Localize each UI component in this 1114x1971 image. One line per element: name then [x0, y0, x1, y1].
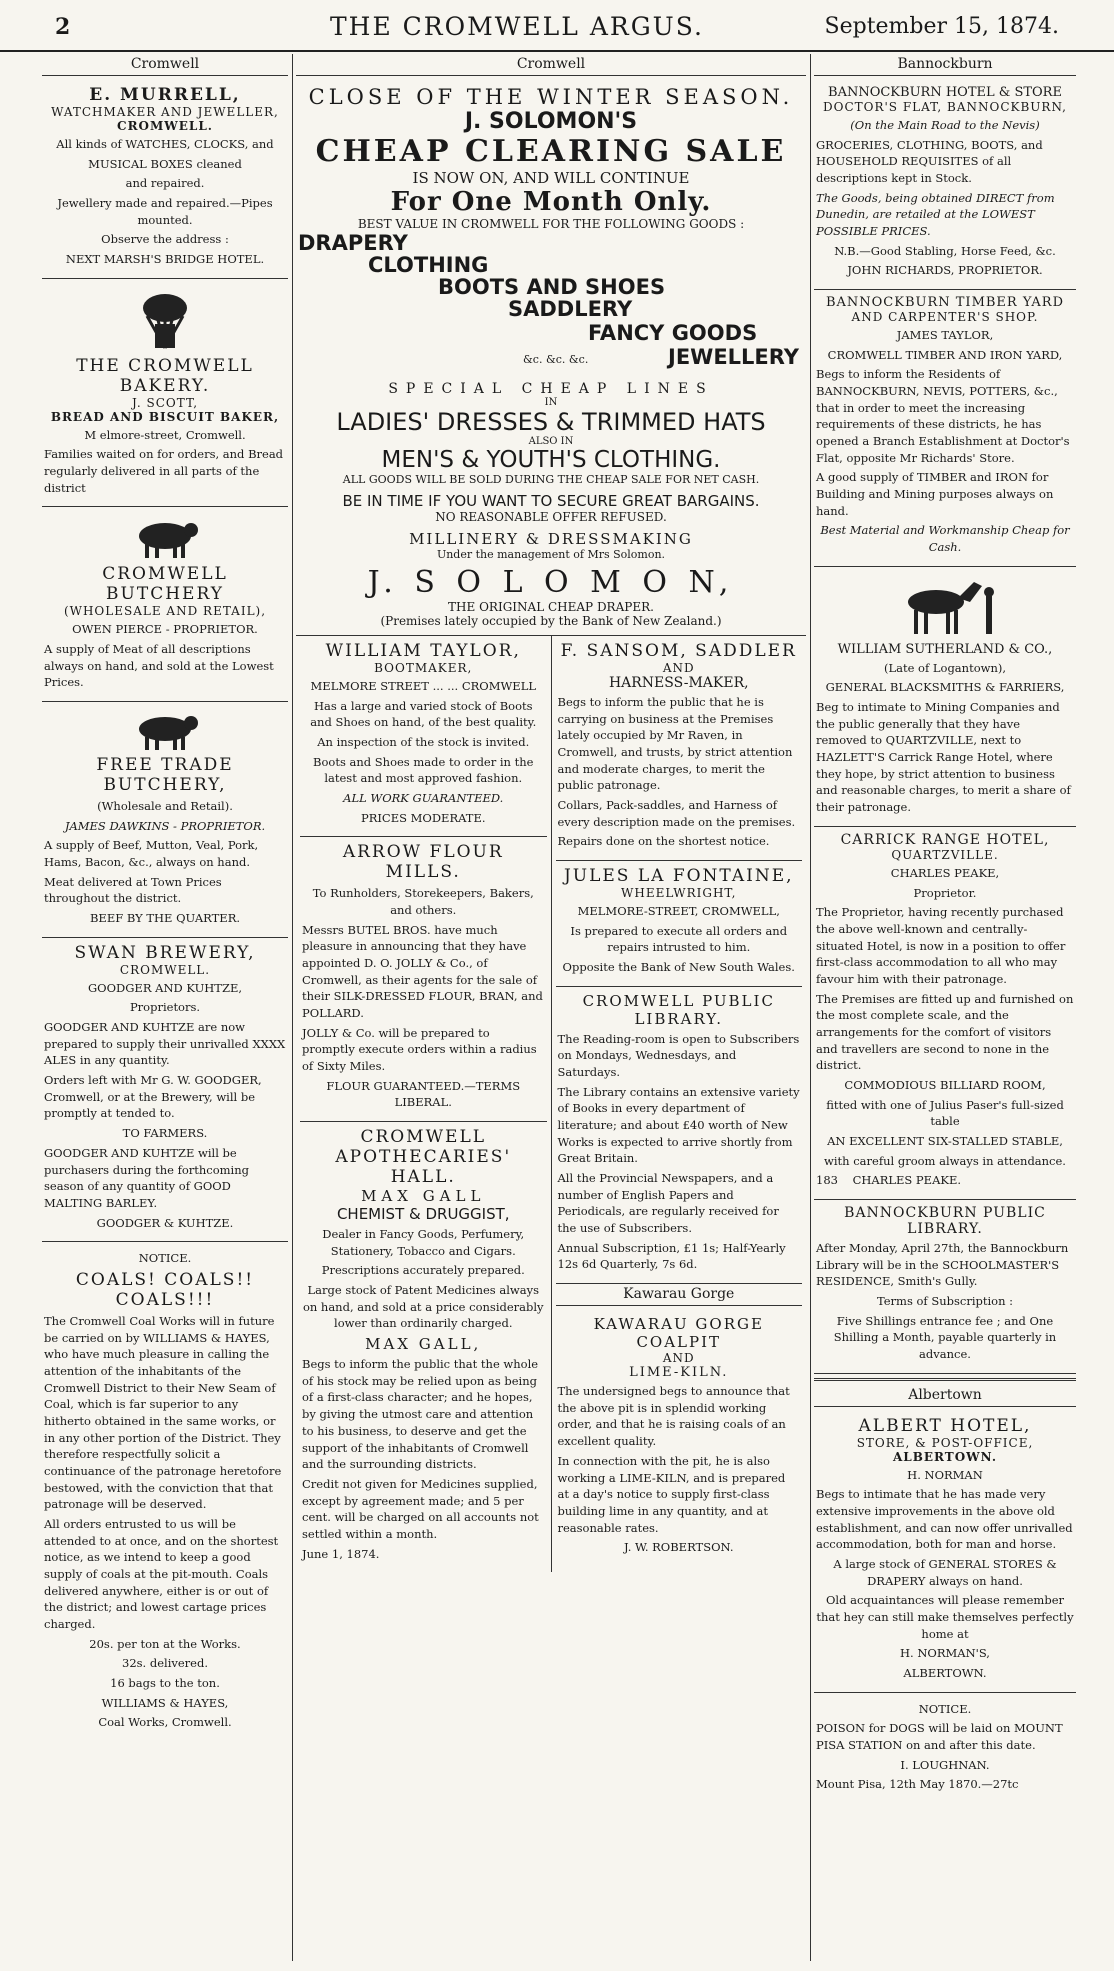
ad-title: BANNOCKBURN HOTEL & STORE: [828, 85, 1062, 100]
ad-title: E. MURRELL,: [89, 85, 241, 105]
ad-kawarau-coalpit: KAWARAU GORGE COALPIT AND LIME-KILN. The undersigned begs to announce that the above pit is in splendid working order, and that he is raising coals of an excellent quality. In connection with the pit, he is also working a LIME-KILN, and is prepared at a day's notice to supply first-class building lime in any quantity, and at reasonable rates. J. W. ROBERTSON.: [556, 1310, 803, 1566]
column-left: [42, 54, 288, 1961]
ad-timber-yard: BANNOCKBURN TIMBER YARD AND CARPENTER'S SHOP. JAMES TAYLOR, CROMWELL TIMBER AND IRON YARD, Begs to inform the Residents of BANNOCKBURN, NEVIS, POTTERS, &c., that in order to meet the increasing requirements of these districts, he has opened a Branch Establishment at Doctor's Flat, opposite Mr Richards' Store. A good supply of TIMBER and IRON for Building and Mining purposes always on hand. Best Material and Workmanship Cheap for Cash.: [814, 290, 1076, 567]
horse-icon: [890, 576, 1000, 638]
section-header: Albertown: [814, 1385, 1076, 1407]
ad-swan-brewery: SWAN BREWERY, CROMWELL. GOODGER AND KUHTZE, Proprietors. GOODGER AND KUHTZE are now prepared to supply their unrivalled XXXX ALES in any quantity. Orders left with Mr G. W. GOODGER, Cromwell, or at the Brewery, will be promptly at tended to. TO FARMERS. GOODGER AND KUHTZE will be purchasers during the forthcoming season of any quantity of GOOD MALTING BARLEY. GOODGER & KUHTZE.: [42, 938, 288, 1242]
ad-carrick-range-hotel: CARRICK RANGE HOTEL, QUARTZVILLE. CHARLES PEAKE, Proprietor. The Proprietor, having recently purchased the above well-known and centrally-situated Hotel, is now in a position to offer first-class accommodation to all who may favour him with their patronage. The Premises are fitted up and furnished on the most complete scale, and the arrangements for the comfort of visitors and travellers are second to none in the district. COMMODIOUS BILLIARD ROOM, fitted with one of Julius Paser's full-sized table AN EXCELLENT SIX-STALLED STABLE, with careful groom always in attendance. 183 CHARLES PEAKE.: [814, 827, 1076, 1200]
ad-title: CARRICK RANGE HOTEL,: [840, 831, 1050, 848]
ad-cromwell-library: CROMWELL PUBLIC LIBRARY. The Reading-room is open to Subscribers on Mondays, Wednesdays, and Saturdays. The Library contains an extensive variety of Books in every department of literature; and about £40 worth of New Works is expected to arrive shortly from Great Britain. All the Provincial Newspapers, and a number of English Papers and Periodicals, are regularly received for the use of Subscribers. Annual Subscription, £1 1s; Half-Yearly 12s 6d Quarterly, 7s 6d.: [556, 987, 803, 1284]
ad-coals: NOTICE. COALS! COALS!! COALS!!! The Cromwell Coal Works will in future be carried on by WILLIAMS & HAYES, who have much pleasure in calling the attention of the inhabitants of the Cromwell District to their New Seam of Coal, which is far superior to any hitherto obtained in the same works, or in any other portion of the District. They therefore respectfully solicit a continuance of the patronage heretofore bestowed, with the conviction that that patronage will be deserved. All orders entrusted to us will be attended to at once, and on the shortest notice, as we intend to keep a good supply of coals at the pit-mouth. Coals delivered anywhere, either is or out of the district; and lowest cartage prices charged. 20s. per ton at the Works. 32s. delivered. 16 bags to the ton. WILLIAMS & HAYES, Coal Works, Cromwell.: [42, 1242, 288, 1741]
ad-solomon-sale: CLOSE OF THE WINTER SEASON. J. SOLOMON'S CHEAP CLEARING SALE IS NOW ON, AND WILL CONTINUE For One Month Only. BEST VALUE IN CROMWELL FOR THE FOLLOWING GOODS : DRAPERY CLOTHING BOOTS AND SHOES SADDLERY FANCY GOODS JEWELLERY &c. &c. &c. SPECIAL CHEAP LINES IN LADIES' DRESSES & TRIMMED HATS ALSO IN MEN'S & YOUTH'S CLOTHING. ALL GOODS WILL BE SOLD DURING THE CHEAP SALE FOR NET CASH. BE IN TIME IF YOU WANT TO SECURE GREAT BARGAINS. NO REASONABLE OFFER REFUSED. MILLINERY & DRESSMAKING Under the management of Mrs Solomon. J. S O L O M O N, THE ORIGINAL CHEAP DRAPER. (Premises lately occupied by the Bank of New Zealand.): [296, 80, 806, 636]
subcolumn-left: [296, 636, 551, 1572]
subcolumn-right: [551, 636, 807, 1572]
column-rule: [810, 54, 811, 1961]
ad-title: CROMWELL BUTCHERY: [102, 564, 228, 605]
ad-title: FREE TRADE BUTCHERY,: [96, 755, 234, 796]
issue-date: September 15, 1874.: [824, 14, 1059, 39]
ad-title: BANNOCKBURN PUBLIC LIBRARY.: [844, 1204, 1046, 1237]
section-header: Bannockburn: [814, 54, 1076, 76]
column-right: [814, 54, 1076, 1961]
ad-free-trade-butchery: FREE TRADE BUTCHERY, (Wholesale and Retail). JAMES DAWKINS - PROPRIETOR. A supply of Beef, Mutton, Veal, Pork, Hams, Bacon, &c., always on hand. Meat delivered at Town Prices throughout the district. BEEF BY THE QUARTER.: [42, 702, 288, 938]
newspaper-title: THE CROMWELL ARGUS.: [330, 12, 704, 41]
column-rule: [292, 54, 293, 1961]
ad-poison-notice: NOTICE. POISON for DOGS will be laid on MOUNT PISA STATION on and after this date. I. LOUGHNAN. Mount Pisa, 12th May 1870.—27tc: [816, 1701, 1063, 1792]
ad-title: WILLIAM TAYLOR,: [325, 641, 521, 661]
ad-arrow-flour-mills: ARROW FLOUR MILLS. To Runholders, Storekeepers, Bakers, and others. Messrs BUTEL BROS. have much pleasure in announcing that they have appointed D. O. JOLLY & Co., of Cromwell, as their agents for the sale of their SILK-DRESSED FLOUR, BRAN, and POLLARD. JOLLY & Co. will be prepared to promptly execute orders within a radius of Sixty Miles. FLOUR GUARANTEED.—TERMS LIBERAL.: [300, 837, 547, 1122]
page-number: 2: [55, 14, 71, 40]
sale-headline: CHEAP CLEARING SALE: [315, 134, 787, 169]
ox-icon: [125, 516, 205, 560]
center-subcolumns: [296, 636, 806, 1572]
ad-title: THE CROMWELL BAKERY.: [76, 355, 254, 396]
ad-title: JULES LA FONTAINE,: [563, 866, 794, 887]
ad-title: SWAN BREWERY,: [74, 942, 256, 963]
ad-cromwell-butchery: CROMWELL BUTCHERY (WHOLESALE AND RETAIL), OWEN PIERCE - PROPRIETOR. A supply of Meat of all descriptions always on hand, and sold at the Lowest Prices.: [42, 507, 288, 702]
column-center: [296, 54, 806, 1961]
ad-title: CROMWELL APOTHECARIES' HALL.: [335, 1127, 512, 1188]
masthead: [0, 0, 1114, 52]
ad-title: WILLIAM SUTHERLAND & CO.,: [837, 641, 1053, 657]
ad-sutherland: WILLIAM SUTHERLAND & CO., (Late of Logantown), GENERAL BLACKSMITHS & FARRIERS, Beg to intimate to Mining Companies and the public generally that they have removed to QUARTZVILLE, next to HAZLETT'S Carrick Range Hotel, where they hope, by strict attention to business and reasonable charges, to merit a share of their patronage.: [814, 567, 1076, 827]
ad-murrell: E. MURRELL, WATCHMAKER AND JEWELLER, CROMWELL. All kinds of WATCHES, CLOCKS, and MUSICAL BOXES cleaned and repaired. Jewellery made and repaired.—Pipes mounted. Observe the address : NEXT MARSH'S BRIDGE HOTEL.: [42, 80, 288, 279]
ad-title: CROMWELL PUBLIC LIBRARY.: [582, 991, 775, 1028]
ad-title: ARROW FLOUR MILLS.: [342, 842, 504, 883]
ad-title: COALS! COALS!! COALS!!!: [75, 1269, 255, 1310]
ad-bannockburn-hotel: BANNOCKBURN HOTEL & STORE DOCTOR'S FLAT, BANNOCKBURN, (On the Main Road to the Nevis) GROCERIES, CLOTHING, BOOTS, and HOUSEHOLD REQUISITES of all descriptions kept in Stock. The Goods, being obtained DIRECT from Dunedin, are retailed at the LOWEST POSSIBLE PRICES. N.B.—Good Stabling, Horse Feed, &c. JOHN RICHARDS, PROPRIETOR.: [814, 80, 1076, 290]
ad-title: F. SANSOM, SADDLER: [560, 641, 797, 661]
section-header: Kawarau Gorge: [556, 1284, 803, 1306]
ad-title: BANNOCKBURN TIMBER YARD: [825, 295, 1065, 311]
goods-list: DRAPERY CLOTHING BOOTS AND SHOES SADDLERY FANCY GOODS JEWELLERY &c. &c. &c.: [298, 231, 800, 369]
wheatsheaf-icon: [125, 288, 205, 352]
ad-title: ALBERT HOTEL,: [858, 1415, 1032, 1436]
ox-icon: [125, 711, 205, 751]
section-header: Cromwell: [42, 54, 288, 76]
solomon-name: J. S O L O M O N,: [367, 565, 735, 600]
ad-sansom: F. SANSOM, SADDLER AND HARNESS-MAKER, Begs to inform the public that he is carrying on business at the Premises lately occupied by Mr Raven, in Cromwell, and trusts, by strict attention and moderate charges, to merit the public patronage. Collars, Pack-saddles, and Harness of every description made on the premises. Repairs done on the shortest notice.: [556, 636, 803, 861]
divider: [814, 1378, 1076, 1381]
ad-apothecaries-hall: CROMWELL APOTHECARIES' HALL. MAX GALL CHEMIST & DRUGGIST, Dealer in Fancy Goods, Perfumery, Stationery, Tobacco and Cigars. Prescriptions accurately prepared. Large stock of Patent Medicines always on hand, and sold at a price considerably lower than ordinarily charged. MAX GALL, Begs to inform the public that the whole of his stock may be relied upon as being of a first-class character; and he hopes, by giving the utmost care and attention to his business, to deserve and get the support of the inhabitants of Cromwell and the surrounding districts. Credit not given for Medicines supplied, except by agreement made; and 5 per cent. will be charged on all accounts not settled within a month. June 1, 1874.: [302, 1127, 544, 1561]
ad-albert-hotel: ALBERT HOTEL, STORE, & POST-OFFICE, ALBERTOWN. H. NORMAN Begs to intimate that he has made very extensive improvements in the above old establishment, and can now offer unrivalled accommodation, both for man and horse. A large stock of GENERAL STORES & DRAPERY always on hand. Old acquaintances will please remember that hey can still make themselves perfectly home at H. NORMAN'S, ALBERTOWN.: [814, 1411, 1076, 1693]
ad-jules-la-fontaine: JULES LA FONTAINE, WHEELWRIGHT, MELMORE-STREET, CROMWELL, Is prepared to execute all orders and repairs intrusted to him. Opposite the Bank of New South Wales.: [556, 861, 803, 987]
ad-title: KAWARAU GORGE COALPIT: [593, 1315, 764, 1352]
section-header: Cromwell: [296, 54, 806, 76]
ad-william-taylor: WILLIAM TAYLOR, BOOTMAKER, MELMORE STREET ... ... CROMWELL Has a large and varied stock of Boots and Shoes on hand, of the best quality. An inspection of the stock is invited. Boots and Shoes made to order in the latest and most approved fashion. ALL WORK GUARANTEED. PRICES MODERATE.: [300, 636, 547, 837]
ad-bakery: THE CROMWELL BAKERY. J. SCOTT, BREAD AND BISCUIT BAKER, M elmore-street, Cromwell. Families waited on for orders, and Bread regularly delivered in all parts of the district: [42, 279, 288, 508]
ad-bannockburn-library: BANNOCKBURN PUBLIC LIBRARY. After Monday, April 27th, the Bannockburn Library will be in the SCHOOLMASTER'S RESIDENCE, Smith's Gully. Terms of Subscription : Five Shillings entrance fee ; and One Shilling a Month, payable quarterly in advance.: [814, 1200, 1076, 1374]
